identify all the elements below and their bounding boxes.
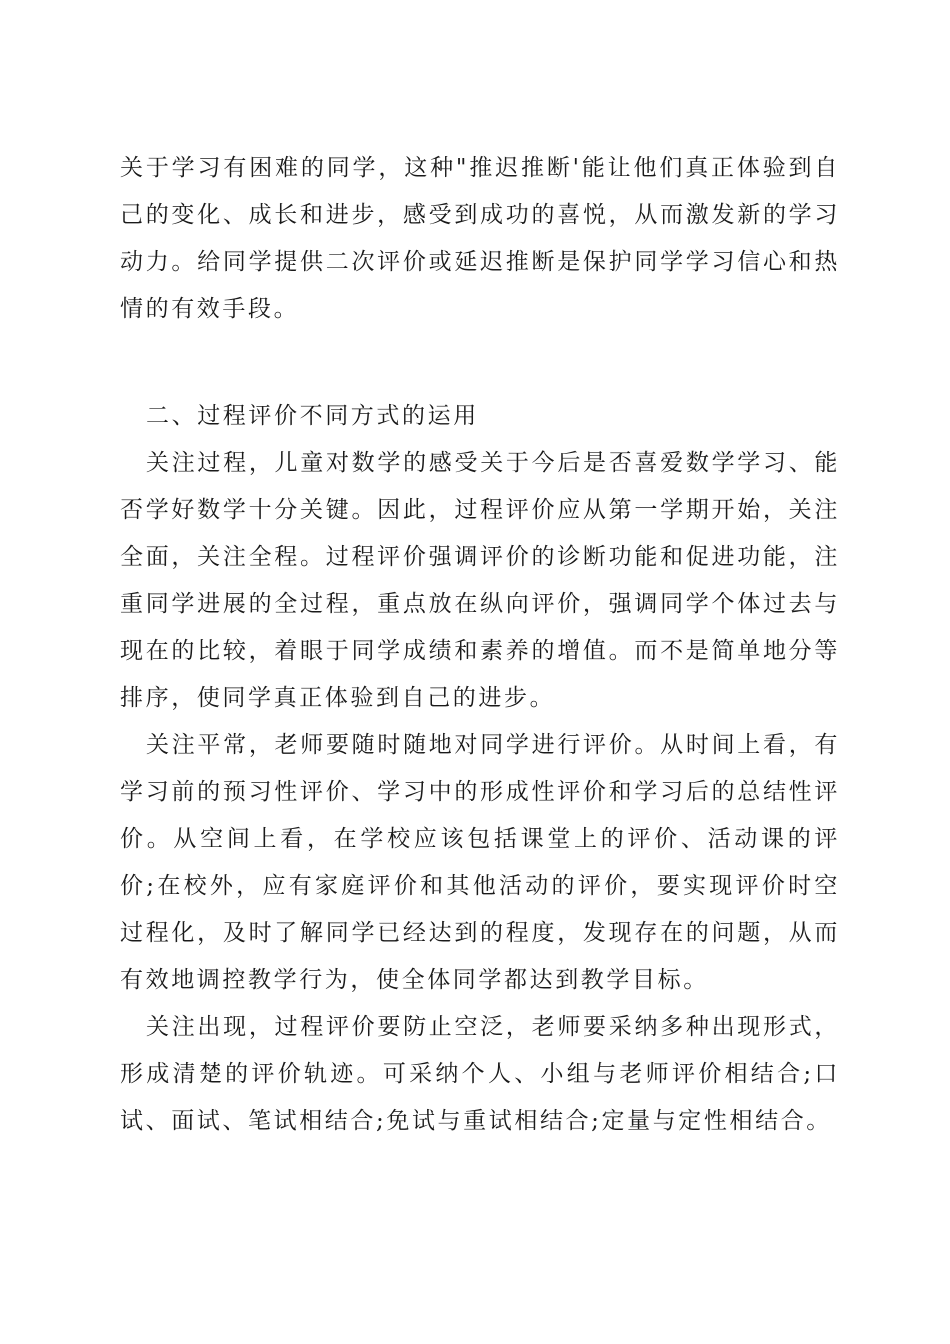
section-2-paragraph-3: 关注出现，过程评价要防止空泛，老师要采纳多种出现形式，形成清楚的评价轨迹。可采纳个人、小组与老师评价相结合;口试、面试、笔试相结合;免试与重试相结合;定量与定性相结合。 [120, 1014, 840, 1134]
section-2-paragraph-2: 关注平常，老师要随时随地对同学进行评价。从时间上看，有学习前的预习性评价、学习中的形成性评价和学习后的总结性评价。从空间上看，在学校应该包括课堂上的评价、活动课的评价;在校外，应有家庭评价和其他活动的评价，要实现评价时空过程化，及时了解同学已经达到的程度，发现存在的问题，从而有效地调控教学行为，使全体同学都达到教学目标。 [120, 732, 840, 993]
section-2-paragraph-1: 关注过程，儿童对数学的感受关于今后是否喜爱数学学习、能否学好数学十分关键。因此，过程评价应从第一学期开始，关注全面，关注全程。过程评价强调评价的诊断功能和促进功能，注重同学进展的全过程，重点放在纵向评价，强调同学个体过去与现在的比较，着眼于同学成绩和素养的增值。而不是简单地分等排序，使同学真正体验到自己的进步。 [120, 450, 840, 711]
section-2 [120, 393, 840, 1145]
section-2-heading: 二、过程评价不同方式的运用 [146, 403, 479, 429]
paragraph-block-1 [120, 145, 840, 333]
paragraph-1: 关于学习有困难的同学，这种"推迟推断'能让他们真正体验到自己的变化、成长和进步，感受到成功的喜悦，从而激发新的学习动力。给同学提供二次评价或延迟推断是保护同学学习信心和热情的有效手段。 [120, 155, 840, 322]
